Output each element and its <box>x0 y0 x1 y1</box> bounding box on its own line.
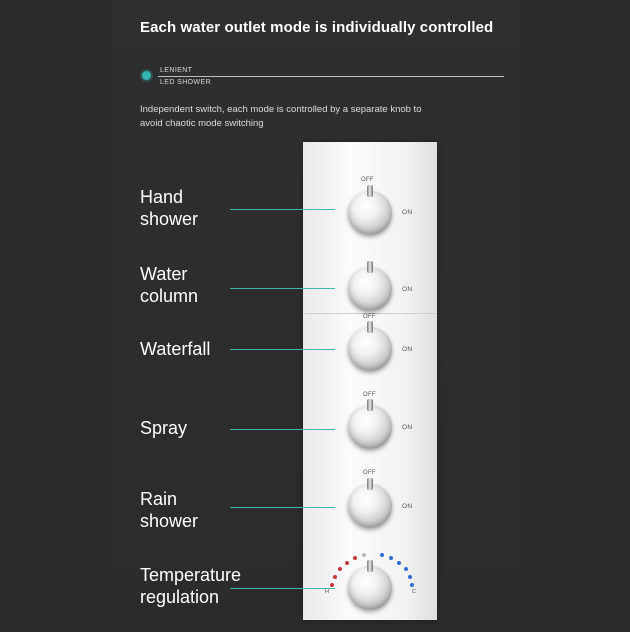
knob-temperature[interactable] <box>348 566 392 610</box>
mode-label-water-column <box>140 263 198 307</box>
leader-line <box>230 349 335 350</box>
cold-dot-icon <box>408 575 412 579</box>
cold-dot-icon <box>397 561 401 565</box>
leader-line <box>230 507 335 508</box>
leader-line <box>230 209 335 210</box>
mode-label-line: Hand <box>140 187 184 207</box>
hot-dot-icon <box>345 561 349 565</box>
cold-dot-icon <box>404 567 408 571</box>
brand-subtitle: LED SHOWER <box>160 79 212 86</box>
hot-dot-icon <box>338 567 342 571</box>
on-label: ON <box>402 286 413 293</box>
leader-line <box>230 288 335 289</box>
cold-dot-icon <box>380 553 384 557</box>
cold-dot-icon <box>410 583 414 587</box>
off-label: OFF <box>361 177 374 183</box>
hot-dot-icon <box>353 556 357 560</box>
brand-dot-icon <box>142 71 151 80</box>
description-line-2: avoid chaotic mode switching <box>140 118 264 129</box>
off-label: OFF <box>363 470 376 476</box>
on-label: ON <box>402 346 413 353</box>
cold-label: C <box>412 589 416 595</box>
mode-label-line: Rain <box>140 489 178 509</box>
off-label: OFF <box>363 392 376 398</box>
knob-hand-shower[interactable] <box>348 191 392 235</box>
on-label: ON <box>402 209 413 216</box>
cold-dot-icon <box>389 556 393 560</box>
knob-waterfall[interactable] <box>348 327 392 371</box>
mode-label-line: regulation <box>140 587 220 607</box>
leader-line <box>230 429 335 430</box>
on-label: ON <box>402 424 413 431</box>
mode-label-line: Spray <box>140 418 188 438</box>
page-title: Each water outlet mode is individually controlled <box>140 19 494 36</box>
mode-label-line: column <box>140 286 199 306</box>
hot-dot-icon <box>333 575 337 579</box>
description <box>140 103 460 131</box>
knob-spray[interactable] <box>348 405 392 449</box>
description-line-1: Independent switch, each mode is controlled by a separate knob to <box>140 104 422 115</box>
mode-label-hand-shower <box>140 186 198 230</box>
mode-label-waterfall <box>140 338 210 360</box>
brand-name: LENIENT <box>160 67 193 74</box>
on-label: ON <box>402 503 413 510</box>
hot-label: H <box>325 589 329 595</box>
mode-label-rain-shower <box>140 488 198 532</box>
brand-divider <box>158 76 504 77</box>
hot-dot-icon <box>330 583 334 587</box>
mode-label-line: shower <box>140 511 199 531</box>
mode-label-temperature <box>140 564 241 608</box>
mode-label-line: shower <box>140 209 199 229</box>
brand-row <box>140 66 504 90</box>
knob-water-column[interactable] <box>348 267 392 311</box>
mode-label-line: Temperature <box>140 565 242 585</box>
off-label: OFF <box>363 314 376 320</box>
mode-label-line: Water <box>140 264 188 284</box>
leader-line <box>230 588 335 589</box>
mode-label-line: Waterfall <box>140 339 211 359</box>
hot-dot-icon <box>362 553 366 557</box>
knob-rain-shower[interactable] <box>348 484 392 528</box>
mode-label-spray <box>140 417 187 439</box>
